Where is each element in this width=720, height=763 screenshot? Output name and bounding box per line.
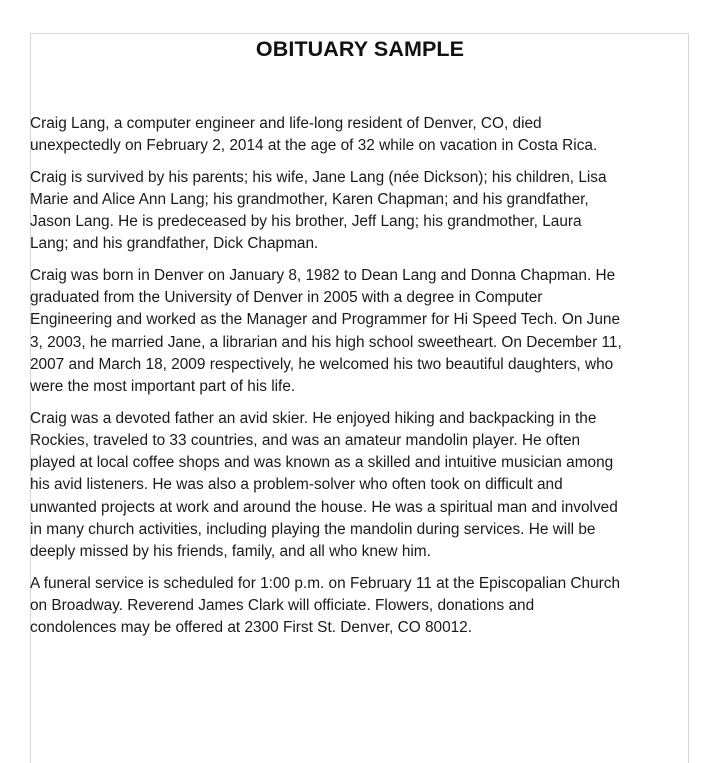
text-line: Craig was born in Denver on January 8, 1982 to Dean Lang and Donna Chapman. He	[30, 266, 616, 284]
text-line: deeply missed by his friends, family, and all who knew him.	[30, 543, 431, 561]
paragraph-personal-life	[30, 408, 692, 564]
text-line: Lang; and his grandfather, Dick Chapman.	[30, 235, 319, 253]
paragraph-survivors	[30, 167, 692, 256]
paragraph-biography	[30, 265, 692, 399]
page-title: OBITUARY SAMPLE	[255, 37, 465, 61]
text-line: Craig is survived by his parents; his wife, Jane Lang (née Dickson); his children, Lisa	[30, 168, 607, 186]
text-line: on Broadway. Reverend James Clark will officiate. Flowers, donations and	[30, 596, 535, 614]
text-line: in many church activities, including playing the mandolin during services. He will be	[30, 521, 596, 539]
text-line: Engineering and worked as the Manager and Programmer for Hi Speed Tech. On June	[30, 311, 621, 329]
text-line: Craig Lang, a computer engineer and life-long resident of Denver, CO, died	[30, 115, 542, 132]
text-line: Jason Lang. He is predeceased by his brother, Jeff Lang; his grandmother, Laura	[30, 213, 582, 231]
text-line: Rockies, traveled to 33 countries, and was an amateur mandolin player. He often	[30, 431, 581, 449]
text-line: unwanted projects at work and around the house. He was a spiritual man and involved	[30, 498, 618, 516]
text-line: A funeral service is scheduled for 1:00 p.m. on February 11 at the Episcopalian Church	[30, 574, 621, 592]
paragraph-funeral-service	[30, 573, 692, 640]
text-line: graduated from the University of Denver in 2005 with a degree in Computer	[30, 289, 543, 307]
text-line: played at local coffee shops and was known as a skilled and intuitive musician among	[30, 454, 614, 472]
paragraph-death-notice	[30, 113, 692, 158]
text-line: his avid listeners. He was also a problem-solver who often took on difficult and	[30, 476, 563, 494]
text-line: Marie and Alice Ann Lang; his grandmother, Karen Chapman; and his grandfather,	[30, 190, 589, 208]
text-line: unexpectedly on February 2, 2014 at the age of 32 while on vacation in Costa Rica.	[30, 137, 598, 155]
text-line: condolences may be offered at 2300 First St. Denver, CO 80012.	[30, 619, 473, 637]
obituary-body	[30, 113, 692, 649]
text-line: 3, 2003, he married Jane, a librarian and his high school sweetheart. On December 11,	[30, 333, 622, 351]
text-line: were the most important part of his life.	[30, 378, 296, 396]
text-line: Craig was a devoted father an avid skier. He enjoyed hiking and backpacking in the	[30, 409, 597, 427]
text-line: 2007 and March 18, 2009 respectively, he welcomed his two beautiful daughters, who	[30, 355, 614, 373]
